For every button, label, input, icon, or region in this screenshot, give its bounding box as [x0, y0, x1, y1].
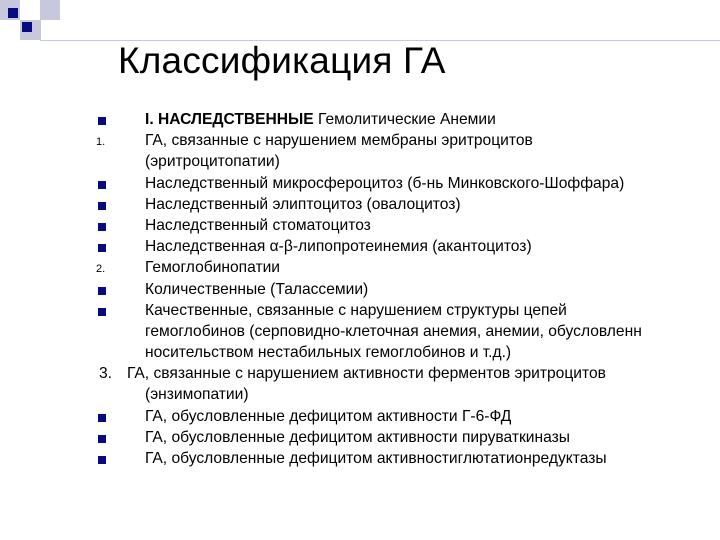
list-item-text [145, 110, 496, 130]
list-item-text: (эритроцитопатии) [145, 153, 280, 171]
list-item [0, 428, 720, 449]
list-item-bold-text: I. НАСЛЕДСТВЕННЫЕ [145, 111, 314, 128]
list-item [0, 364, 720, 385]
list-item [0, 385, 720, 406]
bullet-square-icon [98, 244, 106, 252]
list-item-text: Качественные, связанные с нарушением структуры цепей [145, 301, 567, 319]
list-item-text: гемоглобинов (серповидно-клеточная анемия, анемии, обусловленн [145, 322, 642, 340]
list-item [0, 322, 720, 343]
list-item-text: ГА, связанные с нарушением мембраны эритроцитов [145, 132, 533, 150]
bullet-square-icon [98, 414, 106, 422]
deco-square-light-3 [40, 0, 60, 20]
bullet-square-icon [98, 456, 106, 464]
list-item-text: Гемоглобинопатии [145, 259, 281, 277]
page-title: Классификация ГА [118, 40, 446, 81]
list-item [0, 258, 720, 279]
list-item-text: (энзимопатии) [145, 386, 249, 404]
bullet-square-icon [98, 117, 106, 125]
list-item-text: Наследственный элиптоцитоз (овалоцитоз) [145, 195, 461, 213]
list-item-text: ГА, обусловленные дефицитом активностиглютатионредуктазы [145, 450, 607, 467]
list-item-text: Наследственный микросфероцитоз (б-нь Минковского-Шоффара) [145, 174, 625, 192]
bullet-square-icon [98, 223, 106, 231]
list-item [0, 301, 720, 322]
deco-square-dark-2 [22, 22, 32, 32]
deco-square-dark-1 [8, 8, 18, 18]
list-number: 1. [96, 136, 106, 149]
list-item-rest-text: Гемолитические Анемии [313, 111, 496, 128]
list-item [0, 449, 720, 470]
list-item [0, 174, 720, 195]
deco-bar-vertical [40, 0, 41, 40]
list-item-text: Наследственная α-β-липопротеинемия (акантоцитоз) [145, 238, 532, 256]
bullet-square-icon [98, 435, 106, 443]
list-number: 3. [99, 365, 113, 383]
bullet-square-icon [98, 287, 106, 295]
list-item-text: ГА, обусловленные дефицитом активности Г-6-ФД [145, 407, 512, 425]
list-item [0, 280, 720, 301]
list-item-text: носительством нестабильных гемоглобинов и т.д.) [145, 344, 512, 362]
list-item [0, 407, 720, 428]
classification-list [0, 110, 720, 470]
list-item-text: ГА, обусловленные дефицитом активности пируваткиназы [145, 428, 570, 446]
list-item [0, 195, 720, 216]
list-item [0, 343, 720, 364]
bullet-square-icon [98, 202, 106, 210]
list-item [0, 131, 720, 152]
list-item [0, 216, 720, 237]
list-item [0, 152, 720, 173]
bullet-square-icon [98, 308, 106, 316]
list-item-text: Количественные (Талассемии) [145, 280, 369, 298]
list-number: 2. [96, 263, 106, 276]
list-item [0, 237, 720, 258]
bullet-square-icon [98, 181, 106, 189]
corner-decoration [0, 0, 720, 40]
list-item-text: Наследственный стоматоцитоз [145, 216, 371, 234]
list-item-text: ГА, связанные с нарушением активности ферментов эритроцитов [127, 365, 606, 383]
list-item [0, 110, 720, 131]
